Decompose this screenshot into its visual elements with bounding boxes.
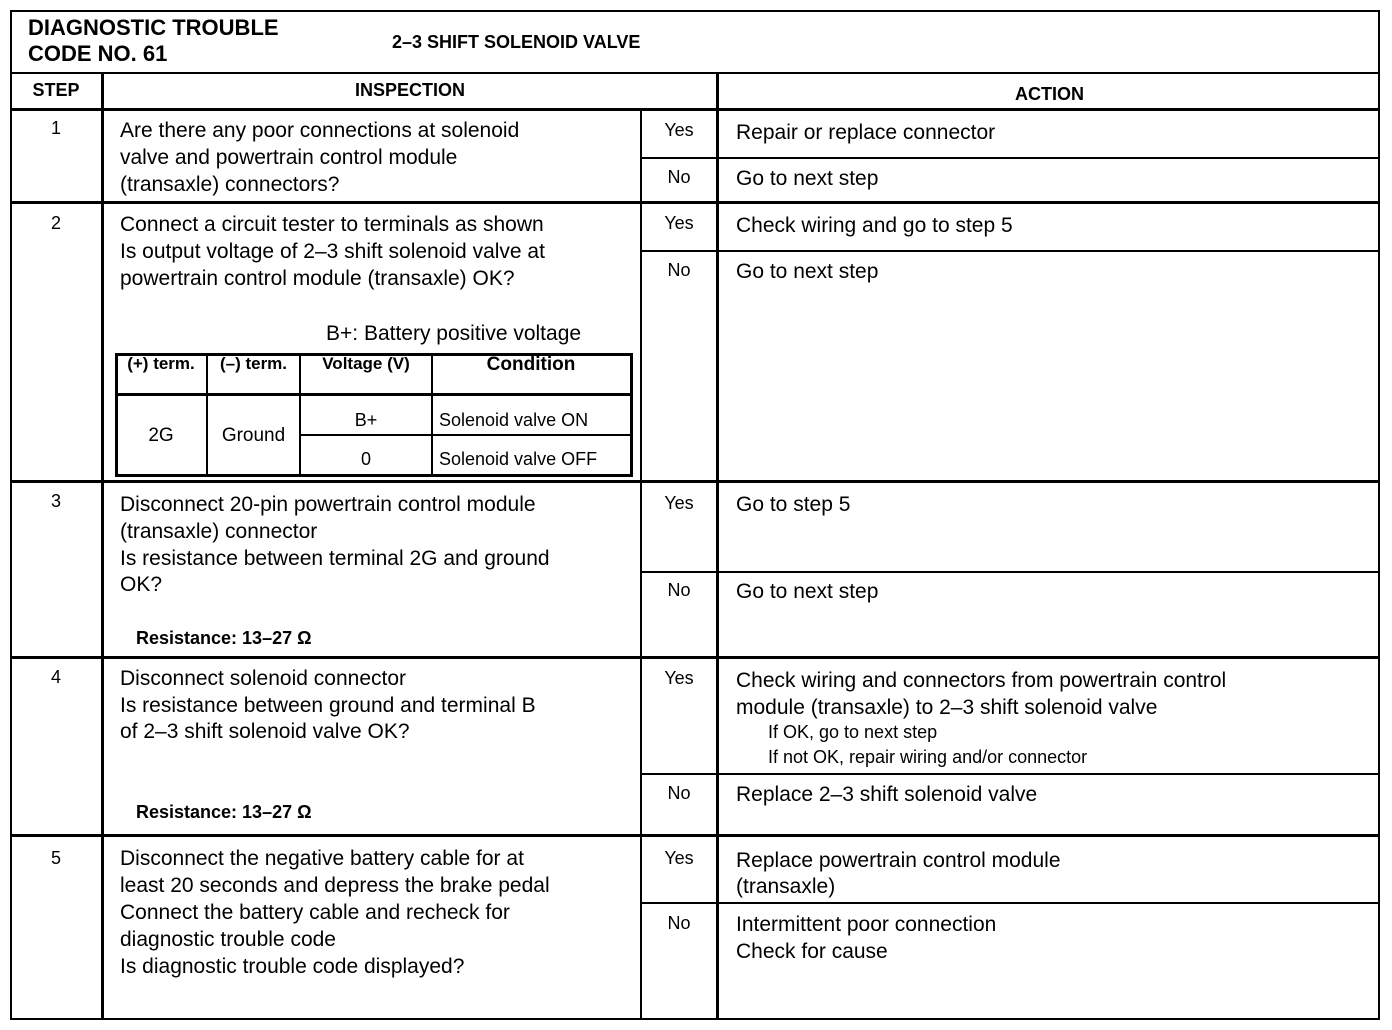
step-number-3: 3 bbox=[50, 491, 61, 511]
step3-inspection-line3: Is resistance between terminal 2G and ground bbox=[120, 547, 550, 570]
step-number-4: 4 bbox=[50, 667, 61, 687]
column-inspection: INSPECTION bbox=[354, 80, 465, 100]
step1-inspection-line3: (transaxle) connectors? bbox=[120, 173, 340, 196]
step5-inspection-line1: Disconnect the negative battery cable for at bbox=[120, 847, 524, 870]
voltage-table-header-minus: (–) term. bbox=[219, 354, 288, 373]
step3-resistance-spec: Resistance: 13–27 Ω bbox=[136, 628, 312, 648]
step-divider-3 bbox=[10, 656, 1380, 659]
step4-resistance-spec: Resistance: 13–27 Ω bbox=[136, 802, 312, 822]
voltage-table-header-plus: (+) term. bbox=[127, 354, 195, 373]
column-header-divider bbox=[10, 108, 1380, 111]
step5-no-action-line1: Intermittent poor connection bbox=[736, 913, 997, 936]
step1-inspection-line1: Are there any poor connections at solenoid bbox=[120, 119, 520, 142]
inspection-action-divider bbox=[716, 72, 719, 1020]
step4-inspection-line3: of 2–3 shift solenoid valve OK? bbox=[120, 720, 410, 743]
step5-inspection-line2: least 20 seconds and depress the brake pedal bbox=[120, 874, 550, 897]
step4-inspection-line1: Disconnect solenoid connector bbox=[120, 667, 407, 690]
step-divider-2 bbox=[10, 480, 1380, 483]
step3-no-label: No bbox=[667, 580, 691, 600]
step5-no-action-line2: Check for cause bbox=[736, 940, 888, 963]
step2-voltage-note: B+: Battery positive voltage bbox=[326, 322, 582, 345]
trouble-code-line1: DIAGNOSTIC TROUBLE bbox=[28, 15, 279, 40]
voltage-table-row2-condition: Solenoid valve OFF bbox=[439, 449, 598, 469]
header-divider bbox=[10, 72, 1380, 74]
step3-yes-action: Go to step 5 bbox=[736, 493, 851, 516]
step-divider-1 bbox=[10, 201, 1380, 204]
step1-no-action: Go to next step bbox=[736, 167, 879, 190]
voltage-table-plus-term: 2G bbox=[148, 425, 174, 446]
step4-inspection-line2: Is resistance between ground and terminal B bbox=[120, 694, 536, 717]
step-number-5: 5 bbox=[50, 848, 61, 868]
step5-inspection-line3: Connect the battery cable and recheck for bbox=[120, 901, 510, 924]
voltage-table-row1-condition: Solenoid valve ON bbox=[439, 410, 589, 430]
step-divider-4 bbox=[10, 834, 1380, 837]
step5-no-label: No bbox=[667, 913, 691, 933]
page-title: 2–3 SHIFT SOLENOID VALVE bbox=[392, 32, 641, 52]
step1-yes-no-divider bbox=[640, 157, 1380, 159]
step1-inspection-line2: valve and powertrain control module bbox=[120, 146, 458, 169]
step5-yes-action-line2: (transaxle) bbox=[736, 875, 836, 898]
voltage-table-header-voltage: Voltage (V) bbox=[322, 354, 410, 373]
step1-no-label: No bbox=[667, 167, 691, 187]
column-action: ACTION bbox=[1015, 84, 1084, 104]
step4-yes-label: Yes bbox=[664, 668, 694, 688]
step4-yes-action-line1: Check wiring and connectors from powertrain control bbox=[736, 669, 1227, 692]
trouble-code-line2: CODE NO. 61 bbox=[28, 41, 168, 66]
step1-yes-label: Yes bbox=[664, 120, 694, 140]
step2-inspection-line1: Connect a circuit tester to terminals as shown bbox=[120, 213, 544, 236]
step5-yes-action-line1: Replace powertrain control module bbox=[736, 849, 1061, 872]
step2-yes-label: Yes bbox=[664, 213, 694, 233]
step-number-1: 1 bbox=[50, 118, 61, 138]
column-step: STEP bbox=[32, 80, 80, 100]
step2-yes-action: Check wiring and go to step 5 bbox=[736, 214, 1013, 237]
step-number-2: 2 bbox=[50, 213, 61, 233]
voltage-table-header-condition: Condition bbox=[486, 354, 576, 375]
step3-inspection-line4: OK? bbox=[120, 573, 163, 596]
step4-no-action: Replace 2–3 shift solenoid valve bbox=[736, 783, 1038, 806]
step5-inspection-line5: Is diagnostic trouble code displayed? bbox=[120, 955, 465, 978]
step1-yes-action: Repair or replace connector bbox=[736, 121, 996, 144]
step4-yes-action-line2: module (transaxle) to 2–3 shift solenoid valve bbox=[736, 696, 1158, 719]
step3-inspection-line2: (transaxle) connector bbox=[120, 520, 318, 543]
step4-yes-sub-not-ok: If not OK, repair wiring and/or connector bbox=[768, 747, 1088, 767]
step5-inspection-line4: diagnostic trouble code bbox=[120, 928, 336, 951]
step4-no-label: No bbox=[667, 783, 691, 803]
step3-inspection-line1: Disconnect 20-pin powertrain control module bbox=[120, 493, 536, 516]
step2-inspection-line3: powertrain control module (transaxle) OK? bbox=[120, 267, 515, 290]
step5-yes-no-divider bbox=[640, 902, 1380, 904]
step4-yes-sub-ok: If OK, go to next step bbox=[768, 722, 938, 742]
step2-no-action: Go to next step bbox=[736, 260, 879, 283]
step3-yes-label: Yes bbox=[664, 493, 694, 513]
step5-yes-label: Yes bbox=[664, 848, 694, 868]
yes-no-divider bbox=[640, 108, 642, 1020]
step4-yes-no-divider bbox=[640, 773, 1380, 775]
step2-no-label: No bbox=[667, 260, 691, 280]
voltage-table-row2-voltage: 0 bbox=[360, 449, 371, 469]
voltage-table-row1-voltage: B+ bbox=[354, 410, 378, 430]
step2-yes-no-divider bbox=[640, 250, 1380, 252]
voltage-table-header-divider bbox=[115, 393, 633, 396]
voltage-table-row-divider bbox=[299, 434, 633, 436]
step3-yes-no-divider bbox=[640, 571, 1380, 573]
step2-inspection-line2: Is output voltage of 2–3 shift solenoid valve at bbox=[120, 240, 545, 263]
step3-no-action: Go to next step bbox=[736, 580, 879, 603]
voltage-table-minus-term: Ground bbox=[221, 425, 286, 446]
